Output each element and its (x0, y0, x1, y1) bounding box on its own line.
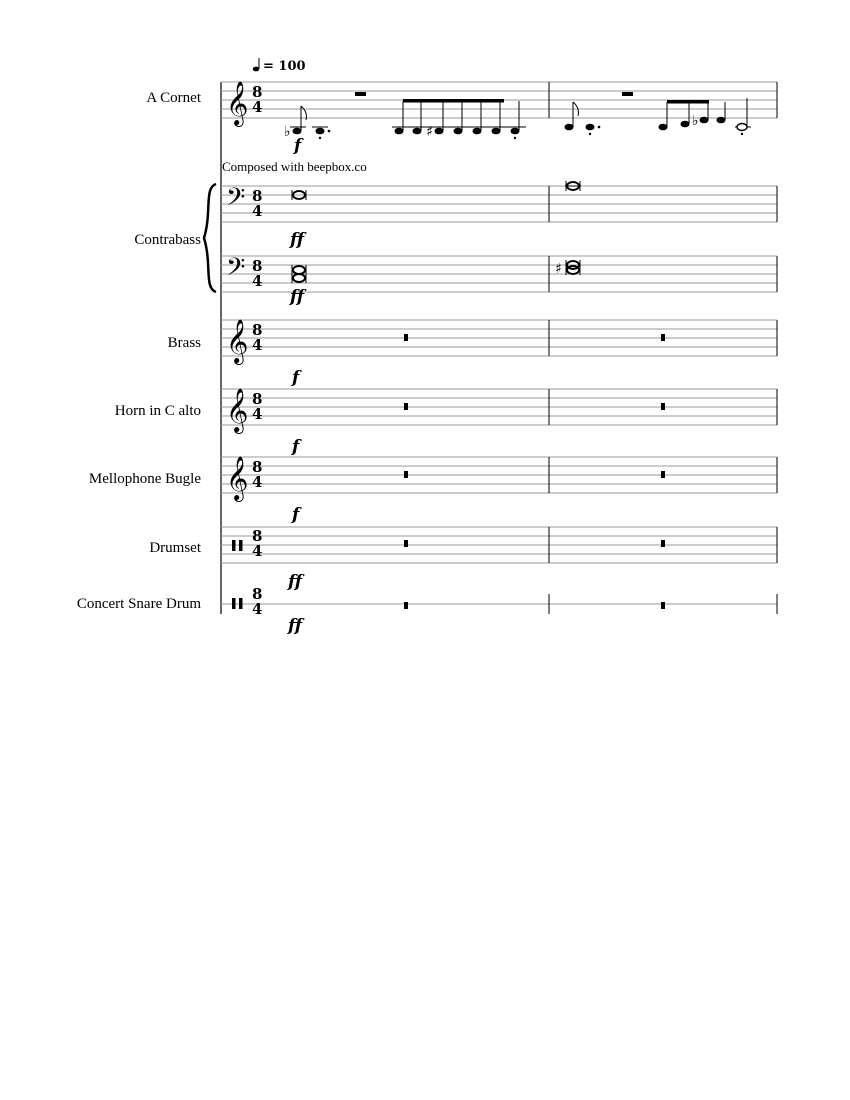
half-rest (622, 92, 633, 96)
whole-measure-rest (661, 403, 665, 410)
dynamic-marking: f (292, 505, 300, 525)
whole-measure-rest (661, 540, 665, 547)
time-sig-den: 4 (252, 542, 263, 560)
dynamic-marking: f (294, 136, 302, 156)
sharp-icon: ♯ (555, 261, 562, 277)
time-sig-den: 4 (252, 473, 263, 491)
whole-measure-rest (404, 334, 408, 341)
dynamic-marking: ff (290, 287, 305, 307)
beam (667, 100, 709, 104)
time-sig-num: 8 (252, 257, 263, 275)
time-sig-den: 4 (252, 336, 263, 354)
treble-clef-icon: 𝄞 (226, 456, 249, 500)
time-sig-num: 8 (252, 321, 263, 339)
tempo-text: = 100 (263, 59, 306, 74)
bass-clef-icon: 𝄢 (226, 183, 246, 218)
dynamic-marking: ff (288, 616, 303, 636)
treble-clef-icon: 𝄞 (226, 319, 249, 363)
breve-note (565, 181, 581, 191)
staff-drumset (149, 527, 777, 592)
whole-measure-rest (661, 471, 665, 478)
time-sig-num: 8 (252, 83, 263, 101)
treble-clef-icon: 𝄞 (226, 81, 249, 125)
flat-icon: ♭ (284, 124, 291, 140)
instrument-label-brass: Brass (167, 335, 201, 351)
time-sig-num: 8 (252, 585, 263, 603)
time-sig-den: 4 (252, 600, 263, 618)
brace-icon (204, 184, 216, 292)
credit-text: Composed with beepbox.co (222, 159, 367, 174)
instrument-label-snare: Concert Snare Drum (76, 596, 201, 612)
whole-measure-rest (404, 403, 408, 410)
bass-clef-icon: 𝄢 (226, 253, 246, 288)
staff-concert-snare-drum (77, 585, 777, 636)
half-rest (355, 92, 366, 96)
time-sig-den: 4 (252, 202, 263, 220)
instrument-label-mellophone: Mellophone Bugle (88, 471, 201, 487)
time-sig-den: 4 (252, 98, 263, 116)
tempo-marking (253, 58, 306, 74)
whole-measure-rest (404, 602, 408, 609)
instrument-label-drumset: Drumset (149, 540, 201, 556)
notes-measure-2 (565, 92, 752, 135)
instrument-label-horn: Horn in C alto (114, 403, 201, 419)
staff-mellophone-bugle (89, 456, 777, 525)
instrument-label-contrabass: Contrabass (134, 232, 201, 248)
dynamic-marking: ff (288, 572, 303, 592)
whole-measure-rest (661, 602, 665, 609)
time-sig-num: 8 (252, 527, 263, 545)
time-sig-den: 4 (252, 405, 263, 423)
time-sig-num: 8 (252, 390, 263, 408)
time-sig-den: 4 (252, 272, 263, 290)
dynamic-marking: f (292, 368, 300, 388)
staff-horn-in-c-alto (115, 388, 777, 457)
time-sig-num: 8 (252, 187, 263, 205)
flat-icon: ♭ (692, 113, 699, 129)
whole-measure-rest (661, 334, 665, 341)
instrument-label-a-cornet: A Cornet (146, 90, 201, 106)
beam (403, 99, 504, 103)
sharp-icon: ♯ (426, 124, 433, 140)
dynamic-marking: ff (290, 230, 305, 250)
whole-measure-rest (404, 471, 408, 478)
treble-clef-icon: 𝄞 (226, 388, 249, 432)
whole-measure-rest (404, 540, 408, 547)
staff-brass (168, 319, 777, 388)
notes-measure-1 (284, 92, 526, 140)
dynamic-marking: f (292, 437, 300, 457)
staff-contrabass (134, 181, 777, 307)
time-sig-num: 8 (252, 458, 263, 476)
staff-a-cornet (146, 81, 777, 156)
